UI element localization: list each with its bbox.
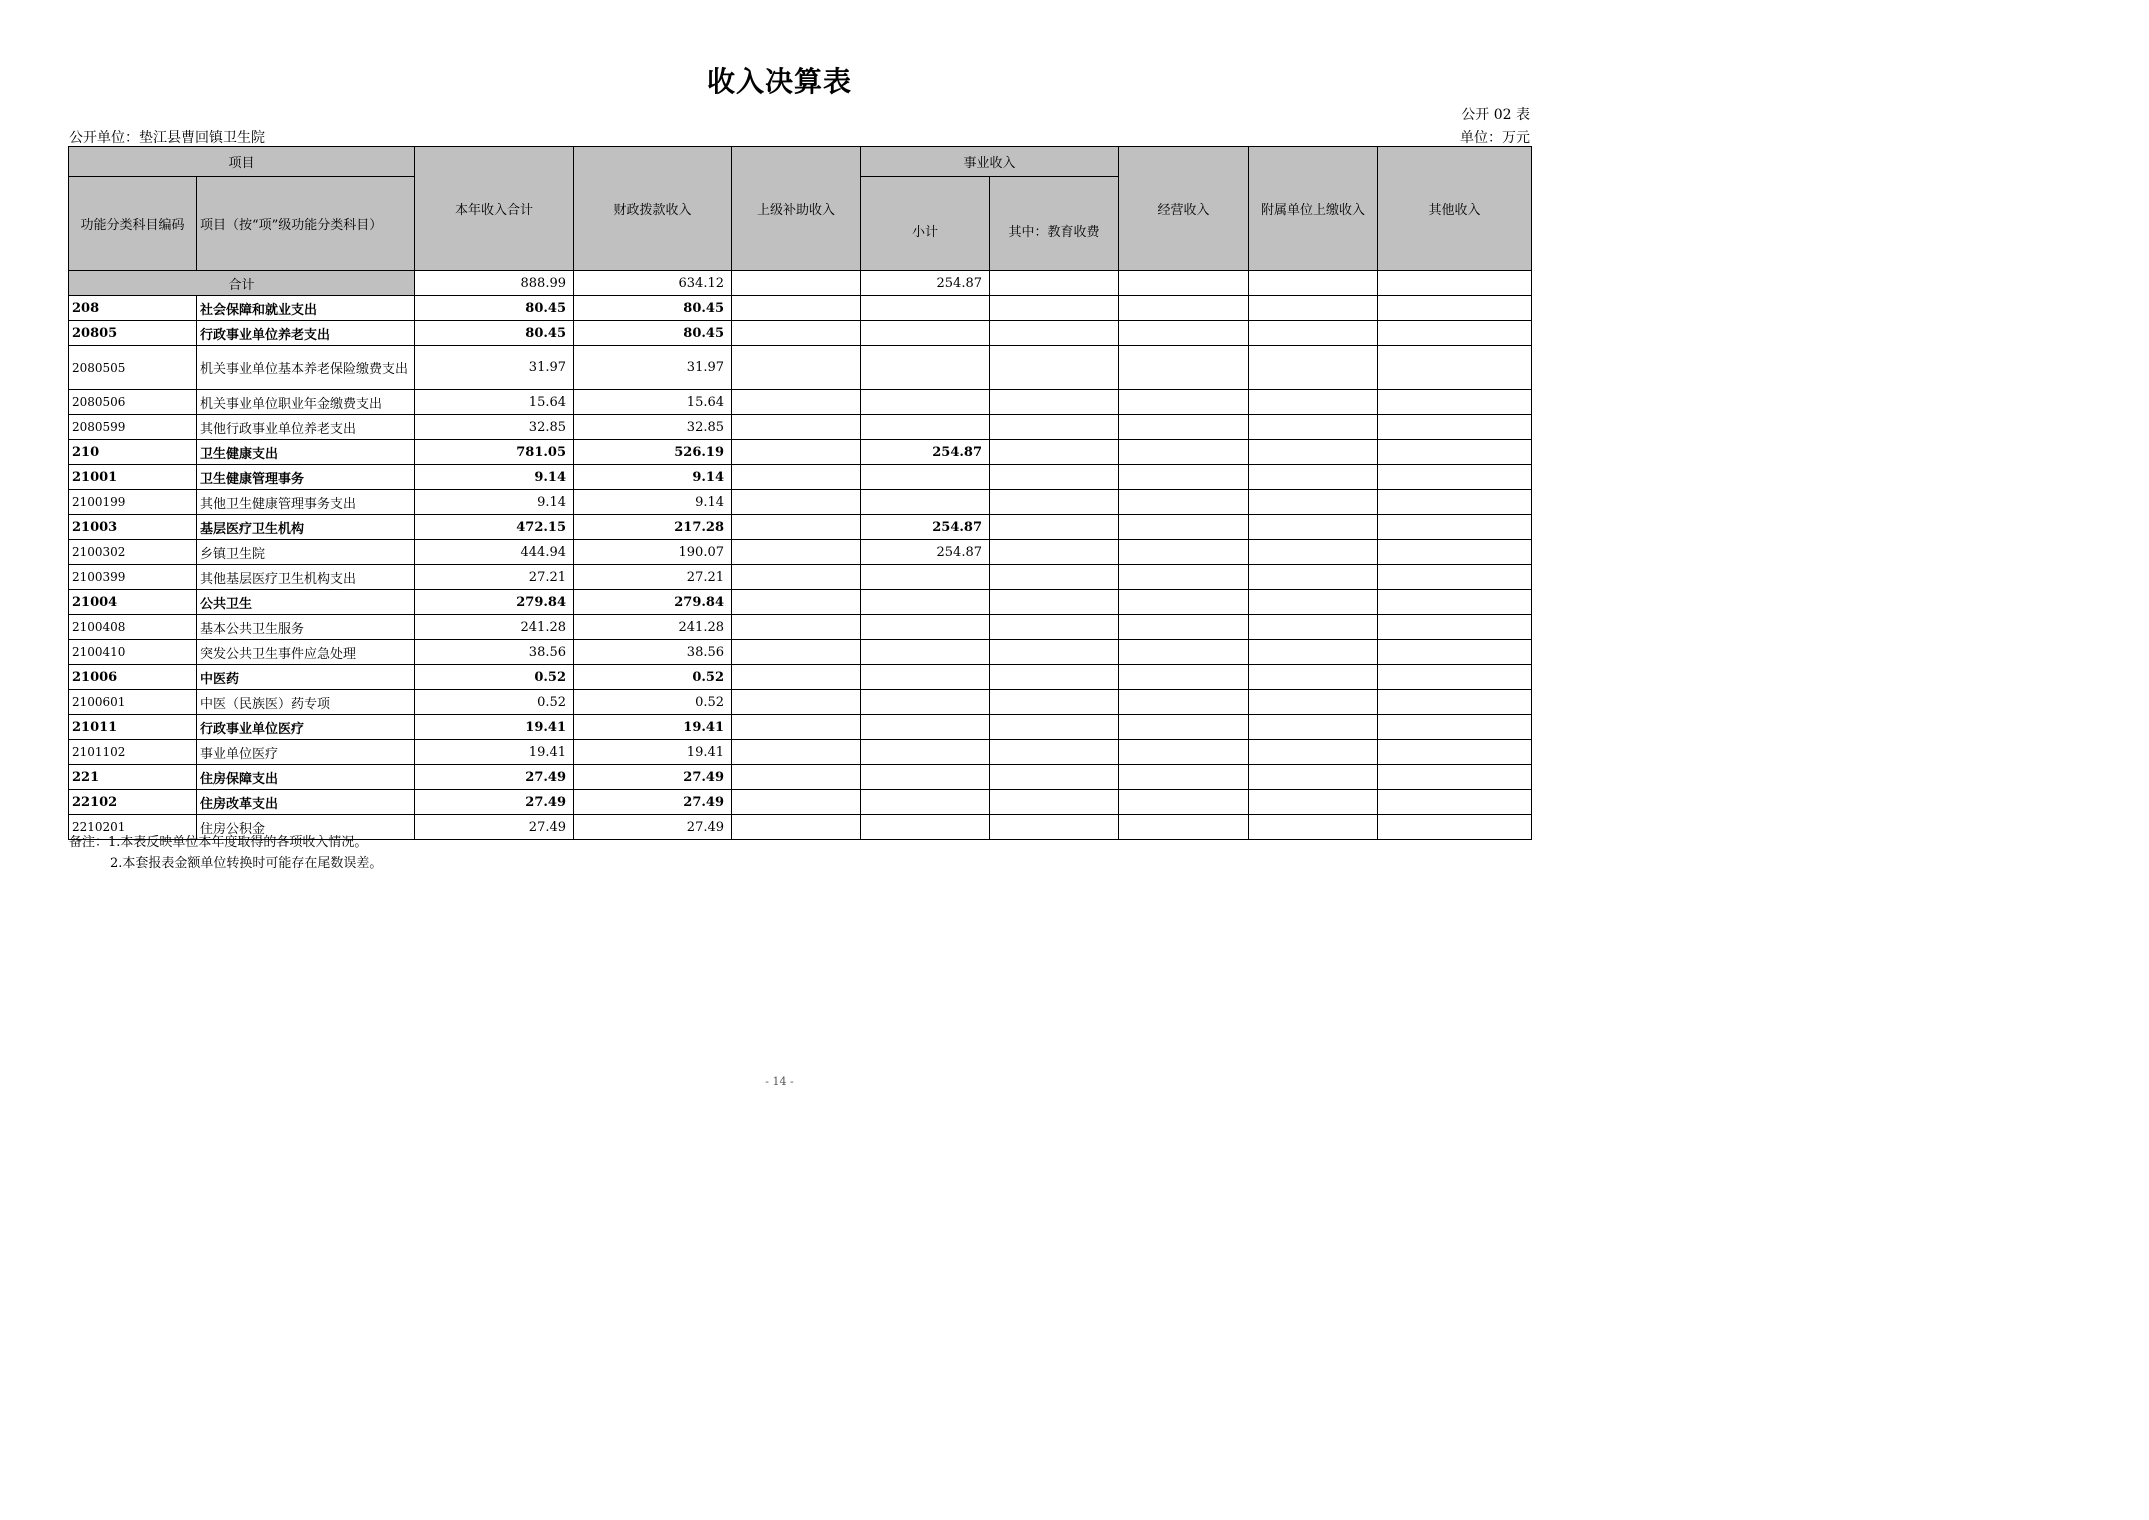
superior-cell [732, 690, 861, 715]
table-row [69, 690, 1532, 715]
subtotal-cell [861, 565, 990, 590]
education-cell [990, 815, 1119, 840]
table-row [69, 790, 1532, 815]
code-cell: 21011 [69, 715, 197, 740]
superior-cell [732, 765, 861, 790]
operating-cell [1119, 615, 1249, 640]
table-row [69, 390, 1532, 415]
other-cell [1378, 640, 1532, 665]
subtotal-cell [861, 321, 990, 346]
name-cell: 乡镇卫生院 [197, 540, 415, 565]
code-cell: 21004 [69, 590, 197, 615]
header-name: 项目（按“项”级功能分类科目） [197, 177, 415, 271]
education-cell [990, 765, 1119, 790]
operating-cell [1119, 390, 1249, 415]
subtotal-cell [861, 490, 990, 515]
superior-cell [732, 440, 861, 465]
subtotal-cell: 254.87 [861, 540, 990, 565]
name-cell: 突发公共卫生事件应急处理 [197, 640, 415, 665]
table-row [69, 440, 1532, 465]
affiliated-cell [1249, 490, 1378, 515]
other-cell [1378, 515, 1532, 540]
other-cell [1378, 740, 1532, 765]
education-cell [990, 490, 1119, 515]
note-1: 备注：1.本表反映单位本年度取得的各项收入情况。 [69, 835, 368, 850]
fiscal-cell: 31.97 [574, 346, 732, 390]
total-cell: 781.05 [415, 440, 574, 465]
subtotal-cell [861, 690, 990, 715]
operating-cell [1119, 346, 1249, 390]
subtotal-cell [861, 740, 990, 765]
subtotal-cell [861, 790, 990, 815]
education-cell [990, 715, 1119, 740]
other-cell [1378, 490, 1532, 515]
fiscal-cell: 80.45 [574, 296, 732, 321]
education-cell [990, 790, 1119, 815]
total-superior [732, 271, 861, 296]
fiscal-cell: 0.52 [574, 690, 732, 715]
header-row-1 [69, 147, 1532, 177]
education-cell [990, 665, 1119, 690]
name-cell: 中医（民族医）药专项 [197, 690, 415, 715]
fiscal-cell: 27.49 [574, 790, 732, 815]
affiliated-cell [1249, 665, 1378, 690]
name-cell: 住房公积金 [197, 815, 415, 840]
name-cell: 其他行政事业单位养老支出 [197, 415, 415, 440]
superior-cell [732, 815, 861, 840]
code-cell: 210 [69, 440, 197, 465]
code-cell: 2080505 [69, 346, 197, 390]
total-cell: 80.45 [415, 296, 574, 321]
education-cell [990, 565, 1119, 590]
code-cell: 2100399 [69, 565, 197, 590]
total-cell: 472.15 [415, 515, 574, 540]
affiliated-cell [1249, 590, 1378, 615]
subtotal-cell [861, 465, 990, 490]
header-subtotal: 小计 [861, 177, 990, 271]
code-cell: 21001 [69, 465, 197, 490]
other-cell [1378, 715, 1532, 740]
other-cell [1378, 565, 1532, 590]
affiliated-cell [1249, 390, 1378, 415]
fiscal-cell: 19.41 [574, 715, 732, 740]
operating-cell [1119, 715, 1249, 740]
subtotal-cell [861, 296, 990, 321]
table-row [69, 296, 1532, 321]
fiscal-cell: 27.49 [574, 765, 732, 790]
name-cell: 基层医疗卫生机构 [197, 515, 415, 540]
name-cell: 住房保障支出 [197, 765, 415, 790]
name-cell: 住房改革支出 [197, 790, 415, 815]
subtotal-cell [861, 815, 990, 840]
affiliated-cell [1249, 690, 1378, 715]
header-code: 功能分类科目编码 [69, 177, 197, 271]
code-cell: 2100302 [69, 540, 197, 565]
reporting-unit-name: 公开单位：垫江县曹回镇卫生院 [69, 130, 265, 146]
currency-unit: 单位：万元 [1460, 130, 1530, 146]
other-cell [1378, 346, 1532, 390]
fiscal-cell: 38.56 [574, 640, 732, 665]
affiliated-cell [1249, 790, 1378, 815]
header-other: 其他收入 [1378, 147, 1532, 271]
superior-cell [732, 790, 861, 815]
fiscal-cell: 19.41 [574, 740, 732, 765]
affiliated-cell [1249, 321, 1378, 346]
total-education [990, 271, 1119, 296]
superior-cell [732, 465, 861, 490]
operating-cell [1119, 765, 1249, 790]
subtotal-cell [861, 346, 990, 390]
total-cell: 27.49 [415, 765, 574, 790]
other-cell [1378, 296, 1532, 321]
table-row [69, 640, 1532, 665]
fiscal-cell: 526.19 [574, 440, 732, 465]
fiscal-cell: 27.49 [574, 815, 732, 840]
header-affiliated: 附属单位上缴收入 [1249, 147, 1378, 271]
name-cell: 机关事业单位基本养老保险缴费支出 [197, 346, 415, 390]
notes [69, 832, 382, 874]
operating-cell [1119, 321, 1249, 346]
operating-cell [1119, 665, 1249, 690]
total-cell: 32.85 [415, 415, 574, 440]
total-row [69, 271, 1532, 296]
fiscal-cell: 0.52 [574, 665, 732, 690]
affiliated-cell [1249, 415, 1378, 440]
education-cell [990, 465, 1119, 490]
education-cell [990, 515, 1119, 540]
operating-cell [1119, 590, 1249, 615]
affiliated-cell [1249, 765, 1378, 790]
header-item: 项目 [69, 147, 415, 177]
other-cell [1378, 540, 1532, 565]
total-cell: 9.14 [415, 490, 574, 515]
education-cell [990, 296, 1119, 321]
affiliated-cell [1249, 540, 1378, 565]
affiliated-cell [1249, 640, 1378, 665]
subtotal-cell: 254.87 [861, 515, 990, 540]
operating-cell [1119, 515, 1249, 540]
other-cell [1378, 790, 1532, 815]
note-2: 2.本套报表金额单位转换时可能存在尾数误差。 [110, 856, 383, 871]
name-cell: 中医药 [197, 665, 415, 690]
affiliated-cell [1249, 296, 1378, 321]
superior-cell [732, 715, 861, 740]
code-cell: 2080599 [69, 415, 197, 440]
page-number: - 14 - [765, 1075, 794, 1088]
name-cell: 公共卫生 [197, 590, 415, 615]
total-cell: 80.45 [415, 321, 574, 346]
education-cell [990, 346, 1119, 390]
operating-cell [1119, 790, 1249, 815]
superior-cell [732, 740, 861, 765]
subtotal-cell [861, 665, 990, 690]
fiscal-cell: 27.21 [574, 565, 732, 590]
table-row [69, 665, 1532, 690]
code-cell: 22102 [69, 790, 197, 815]
operating-cell [1119, 465, 1249, 490]
education-cell [990, 690, 1119, 715]
table-row [69, 715, 1532, 740]
affiliated-cell [1249, 465, 1378, 490]
other-cell [1378, 321, 1532, 346]
subtotal-cell [861, 640, 990, 665]
total-cell: 0.52 [415, 665, 574, 690]
code-cell: 2100410 [69, 640, 197, 665]
operating-cell [1119, 640, 1249, 665]
superior-cell [732, 346, 861, 390]
total-subtotal: 254.87 [861, 271, 990, 296]
fiscal-cell: 80.45 [574, 321, 732, 346]
header-operating: 经营收入 [1119, 147, 1249, 271]
header-education: 其中：教育收费 [990, 177, 1119, 271]
table-row [69, 740, 1532, 765]
table-row [69, 490, 1532, 515]
name-cell: 事业单位医疗 [197, 740, 415, 765]
total-cell: 279.84 [415, 590, 574, 615]
total-cell: 0.52 [415, 690, 574, 715]
subtotal-cell [861, 390, 990, 415]
affiliated-cell [1249, 565, 1378, 590]
table-row [69, 765, 1532, 790]
other-cell [1378, 465, 1532, 490]
name-cell: 行政事业单位养老支出 [197, 321, 415, 346]
header-superior: 上级补助收入 [732, 147, 861, 271]
fiscal-cell: 32.85 [574, 415, 732, 440]
fiscal-cell: 279.84 [574, 590, 732, 615]
subtotal-cell [861, 615, 990, 640]
affiliated-cell [1249, 440, 1378, 465]
subtotal-cell [861, 715, 990, 740]
header-fiscal: 财政拨款收入 [574, 147, 732, 271]
affiliated-cell [1249, 515, 1378, 540]
affiliated-cell [1249, 615, 1378, 640]
superior-cell [732, 515, 861, 540]
superior-cell [732, 615, 861, 640]
operating-cell [1119, 490, 1249, 515]
code-cell: 221 [69, 765, 197, 790]
table-row [69, 321, 1532, 346]
affiliated-cell [1249, 740, 1378, 765]
superior-cell [732, 590, 861, 615]
other-cell [1378, 440, 1532, 465]
education-cell [990, 440, 1119, 465]
fiscal-cell: 241.28 [574, 615, 732, 640]
total-amount: 888.99 [415, 271, 574, 296]
other-cell [1378, 615, 1532, 640]
total-cell: 444.94 [415, 540, 574, 565]
operating-cell [1119, 440, 1249, 465]
other-cell [1378, 815, 1532, 840]
affiliated-cell [1249, 346, 1378, 390]
education-cell [990, 390, 1119, 415]
operating-cell [1119, 296, 1249, 321]
table-row [69, 540, 1532, 565]
total-cell: 27.49 [415, 815, 574, 840]
other-cell [1378, 665, 1532, 690]
name-cell: 其他基层医疗卫生机构支出 [197, 565, 415, 590]
operating-cell [1119, 815, 1249, 840]
superior-cell [732, 565, 861, 590]
fiscal-cell: 9.14 [574, 465, 732, 490]
code-cell: 2100408 [69, 615, 197, 640]
income-table [68, 146, 1532, 840]
other-cell [1378, 690, 1532, 715]
superior-cell [732, 415, 861, 440]
other-cell [1378, 765, 1532, 790]
code-cell: 21006 [69, 665, 197, 690]
table-row [69, 565, 1532, 590]
fiscal-cell: 217.28 [574, 515, 732, 540]
total-label: 合计 [69, 271, 415, 296]
education-cell [990, 590, 1119, 615]
superior-cell [732, 640, 861, 665]
operating-cell [1119, 565, 1249, 590]
total-cell: 9.14 [415, 465, 574, 490]
fiscal-cell: 190.07 [574, 540, 732, 565]
code-cell: 2080506 [69, 390, 197, 415]
total-fiscal: 634.12 [574, 271, 732, 296]
education-cell [990, 415, 1119, 440]
superior-cell [732, 390, 861, 415]
operating-cell [1119, 740, 1249, 765]
education-cell [990, 640, 1119, 665]
total-cell: 27.49 [415, 790, 574, 815]
other-cell [1378, 590, 1532, 615]
total-cell: 31.97 [415, 346, 574, 390]
other-cell [1378, 390, 1532, 415]
header-total: 本年收入合计 [415, 147, 574, 271]
code-cell: 2101102 [69, 740, 197, 765]
total-cell: 38.56 [415, 640, 574, 665]
education-cell [990, 540, 1119, 565]
superior-cell [732, 540, 861, 565]
header-business: 事业收入 [861, 147, 1119, 177]
superior-cell [732, 321, 861, 346]
code-cell: 2210201 [69, 815, 197, 840]
total-cell: 27.21 [415, 565, 574, 590]
subtotal-cell [861, 765, 990, 790]
name-cell: 行政事业单位医疗 [197, 715, 415, 740]
code-cell: 20805 [69, 321, 197, 346]
subtotal-cell: 254.87 [861, 440, 990, 465]
education-cell [990, 615, 1119, 640]
name-cell: 卫生健康支出 [197, 440, 415, 465]
education-cell [990, 740, 1119, 765]
name-cell: 其他卫生健康管理事务支出 [197, 490, 415, 515]
education-cell [990, 321, 1119, 346]
superior-cell [732, 665, 861, 690]
total-cell: 15.64 [415, 390, 574, 415]
table-row [69, 515, 1532, 540]
code-cell: 2100199 [69, 490, 197, 515]
table-row [69, 465, 1532, 490]
operating-cell [1119, 540, 1249, 565]
subtotal-cell [861, 590, 990, 615]
total-operating [1119, 271, 1249, 296]
report-title: 收入决算表 [706, 65, 852, 98]
other-cell [1378, 415, 1532, 440]
total-other [1378, 271, 1532, 296]
fiscal-cell: 9.14 [574, 490, 732, 515]
subtotal-cell [861, 415, 990, 440]
table-row [69, 415, 1532, 440]
total-cell: 19.41 [415, 715, 574, 740]
code-cell: 21003 [69, 515, 197, 540]
superior-cell [732, 296, 861, 321]
form-number: 公开 02 表 [1461, 107, 1530, 123]
total-cell: 19.41 [415, 740, 574, 765]
fiscal-cell: 15.64 [574, 390, 732, 415]
name-cell: 社会保障和就业支出 [197, 296, 415, 321]
code-cell: 2100601 [69, 690, 197, 715]
name-cell: 基本公共卫生服务 [197, 615, 415, 640]
total-cell: 241.28 [415, 615, 574, 640]
superior-cell [732, 490, 861, 515]
name-cell: 卫生健康管理事务 [197, 465, 415, 490]
name-cell: 机关事业单位职业年金缴费支出 [197, 390, 415, 415]
table-row [69, 615, 1532, 640]
total-affiliated [1249, 271, 1378, 296]
operating-cell [1119, 415, 1249, 440]
operating-cell [1119, 690, 1249, 715]
table-row [69, 590, 1532, 615]
affiliated-cell [1249, 815, 1378, 840]
table-row [69, 346, 1532, 390]
affiliated-cell [1249, 715, 1378, 740]
code-cell: 208 [69, 296, 197, 321]
